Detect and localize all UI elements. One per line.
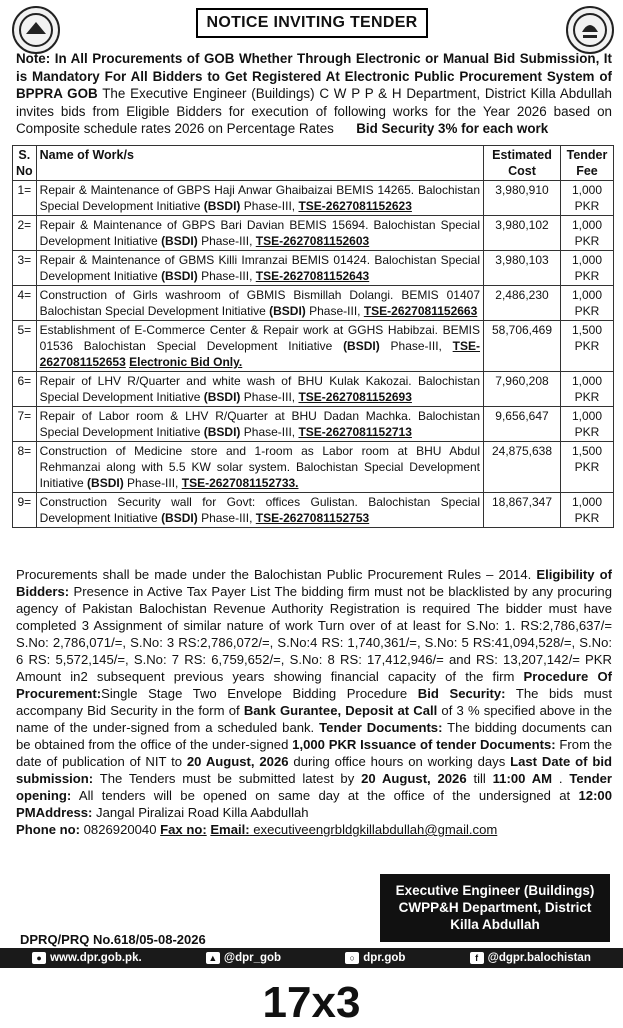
- row-work-name: [36, 251, 483, 286]
- phase-label: Phase-III,: [197, 269, 256, 283]
- row-estimated-cost: 2,486,230: [484, 286, 561, 321]
- row-work-name: [36, 493, 483, 528]
- signature-block: [380, 874, 610, 942]
- table-row: [13, 216, 614, 251]
- tse-number: TSE-2627081152623: [298, 199, 412, 213]
- row-tender-fee: [561, 286, 614, 321]
- footer-facebook[interactable]: [470, 952, 591, 964]
- bsdi-label: (BSDI): [203, 199, 241, 213]
- phase-label: Phase-III,: [197, 511, 256, 525]
- phase-label: Phase-III,: [123, 476, 182, 490]
- signature-line: Executive Engineer (Buildings): [395, 883, 595, 898]
- bsdi-label: (BSDI): [203, 390, 241, 404]
- footer-twitter[interactable]: [206, 952, 281, 964]
- work-description: Repair of LHV R/Quarter and white wash of BHU Kulak Kakozai. Balochistan Special Development Initiative: [39, 374, 480, 404]
- reference-number: DPRQ/PRQ No.618/05-08-2026: [20, 932, 206, 947]
- row-tender-fee: [561, 181, 614, 216]
- terms-text: The Tenders must be submitted latest by: [93, 771, 362, 786]
- bsdi-label: (BSDI): [161, 269, 198, 283]
- fee-currency: PKR: [574, 304, 600, 318]
- terms-text: All tenders will be opened on same day at the office of the undersigned at: [71, 788, 579, 803]
- work-description: Repair & Maintenance of GBPS Bari Davian BEMIS 15694. Balochistan Special Development Initiative: [39, 218, 480, 248]
- issuance-date: 20 August, 2026: [186, 754, 289, 769]
- fee-currency: PKR: [574, 511, 600, 525]
- row-tender-fee: [561, 442, 614, 493]
- procedure-label: Procedure Of Procurement:: [16, 669, 612, 701]
- fee-amount: 1,000: [571, 495, 603, 509]
- bsdi-label: (BSDI): [161, 234, 198, 248]
- tse-number: TSE-2627081152753: [255, 511, 370, 525]
- eligibility-label: Eligibility of Bidders:: [16, 567, 612, 599]
- tse-number: TSE-2627081152713: [298, 425, 412, 439]
- fee-amount: 1,000: [571, 183, 603, 197]
- tse-number: TSE-2627081152693: [298, 390, 412, 404]
- row-sno: 6=: [13, 372, 37, 407]
- tse-number: TSE-2627081152733.: [181, 476, 299, 490]
- website-text: www.dpr.gob.pk.: [50, 952, 142, 965]
- row-estimated-cost: 3,980,103: [484, 251, 561, 286]
- twitter-text: @dpr_gob: [223, 952, 282, 965]
- row-tender-fee: [561, 321, 614, 372]
- table-row: [13, 493, 614, 528]
- phase-label: Phase-III,: [240, 390, 299, 404]
- fee-amount: 1,000: [571, 253, 603, 267]
- signature-line: CWPP&H Department, District: [398, 900, 592, 915]
- table-row: [13, 407, 614, 442]
- cost-header: Estimated Cost: [484, 146, 561, 181]
- fee-amount: 1,500: [571, 444, 603, 458]
- table-row: [13, 286, 614, 321]
- terms-text: From the date of publication of NIT to: [16, 737, 612, 769]
- tse-number: TSE-2627081152653: [39, 339, 480, 369]
- address-value: Jangal Piralizai Road Killa Aabdullah: [92, 805, 309, 820]
- facebook-text: @dgpr.balochistan: [487, 952, 591, 965]
- row-sno: 9=: [13, 493, 37, 528]
- fee-currency: PKR: [574, 339, 600, 353]
- row-sno: 8=: [13, 442, 37, 493]
- row-tender-fee: [561, 493, 614, 528]
- terms-text: Single Stage Two Envelope Bidding Procedure: [101, 686, 418, 701]
- fee-currency: PKR: [574, 425, 600, 439]
- bsdi-label: (BSDI): [269, 304, 306, 318]
- work-description: Establishment of E-Commerce Center & Repair work at GGHS Habibzai. BEMIS 01536 Balochistan Special Development Initiative: [39, 323, 480, 353]
- sno-header: S. No: [13, 146, 37, 181]
- bsdi-label: (BSDI): [161, 511, 198, 525]
- bsdi-label: (BSDI): [203, 425, 241, 439]
- fee-amount: 1,500: [571, 323, 603, 337]
- row-work-name: [36, 407, 483, 442]
- signature-line: Killa Abdullah: [450, 917, 540, 932]
- submission-date: 20 August, 2026: [361, 771, 467, 786]
- bid-security-note: Bid Security 3% for each work: [356, 121, 549, 136]
- phase-label: Phase-III,: [197, 234, 256, 248]
- terms-text: Procurements shall be made under the Balochistan Public Procurement Rules – 2014.: [16, 567, 537, 582]
- work-description: Construction Security wall for Govt: offices Gulistan. Balochistan Special Development Initiative: [39, 495, 480, 525]
- fee-currency: PKR: [574, 234, 600, 248]
- work-description: Repair & Maintenance of GBPS Haji Anwar Ghaibaizai BEMIS 14265. Balochistan Special Development Initiative: [39, 183, 480, 213]
- email-link[interactable]: executiveengrbldgkillabdullah@gmail.com: [249, 822, 498, 837]
- row-work-name: [36, 372, 483, 407]
- tse-number: TSE-2627081152643: [255, 269, 370, 283]
- row-work-name: [36, 286, 483, 321]
- row-sno: 3=: [13, 251, 37, 286]
- bsdi-label: (BSDI): [87, 476, 124, 490]
- terms-text: .: [552, 771, 570, 786]
- facebook-icon: f: [470, 952, 484, 964]
- row-sno: 7=: [13, 407, 37, 442]
- terms-text: The bids must accompany Bid Security in the form of: [16, 686, 612, 718]
- row-tender-fee: [561, 216, 614, 251]
- instagram-text: dpr.gob: [363, 952, 406, 965]
- work-name-header: Name of Work/s: [36, 146, 483, 181]
- row-estimated-cost: 7,960,208: [484, 372, 561, 407]
- bid-mode: Electronic Bid Only.: [129, 355, 243, 369]
- tender-documents-label: Tender Documents:: [319, 720, 443, 735]
- intro-paragraph: [16, 50, 612, 138]
- row-sno: 2=: [13, 216, 37, 251]
- government-logo-icon: [12, 6, 60, 54]
- row-estimated-cost: 3,980,910: [484, 181, 561, 216]
- tse-number: TSE-2627081152663: [363, 304, 478, 318]
- terms-text: Presence in Active Tax Payer List The bidding firm must not be blacklisted by any procuring agency of Pakistan Balochistan Revenue Authority Registration is required The bidder must have completed 3 Assignment of similar nature of work Turn over of at least for S.No: 1. RS:2,786,637/= S.No: 2,786,071/=, S.No: 3 RS:2,786,072/=, S.No:4 RS: 1,740,361/=, S.No: 5 RS:41,094,528/=, S.No: 6 RS: 5,572,145/=, S.No: 7 RS: 6,759,652/=, S.No: 8 RS: 17,412,946/= and RS: 13,207,142/= PKR Amount in2 subsequent previous years showing financial capacity of the firm: [16, 584, 612, 684]
- tender-opening-label: Tender opening:: [16, 771, 613, 803]
- fee-currency: PKR: [574, 269, 600, 283]
- bid-security-label: Bid Security:: [417, 686, 506, 701]
- opening-time: 12:00 PM: [16, 788, 612, 820]
- table-row: [13, 251, 614, 286]
- fee-amount: 1,000: [571, 288, 603, 302]
- row-estimated-cost: 9,656,647: [484, 407, 561, 442]
- fax-label: Fax no:: [160, 822, 207, 837]
- last-date-label: Last Date of bid submission:: [16, 754, 613, 786]
- work-description: Repair & Maintenance of GBMS Killi Imranzai BEMIS 01424. Balochistan Special Development Initiative: [39, 253, 480, 283]
- footer-contact-bar: [0, 948, 623, 968]
- ad-size-label: 17x3: [262, 978, 361, 1027]
- notice-title: NOTICE INVITING TENDER: [196, 8, 428, 38]
- submission-time: 11:00 AM: [492, 771, 553, 786]
- terms-text: till: [466, 771, 493, 786]
- fee-currency: PKR: [574, 390, 600, 404]
- row-sno: 4=: [13, 286, 37, 321]
- table-row: [13, 181, 614, 216]
- department-seal-icon: [566, 6, 614, 54]
- table-row: [13, 321, 614, 372]
- fee-header: Tender Fee: [561, 146, 614, 181]
- terms-text: The bidding documents can be obtained from the office of the under-signed: [16, 720, 613, 752]
- row-sno: 1=: [13, 181, 37, 216]
- issuance-label: 1,000 PKR Issuance of tender Documents:: [292, 737, 556, 752]
- twitter-icon: ▲: [206, 952, 220, 964]
- row-tender-fee: [561, 407, 614, 442]
- fee-currency: PKR: [574, 460, 600, 474]
- row-estimated-cost: 3,980,102: [484, 216, 561, 251]
- row-estimated-cost: 24,875,638: [484, 442, 561, 493]
- globe-icon: ●: [32, 952, 46, 964]
- phase-label: Phase-III,: [240, 425, 299, 439]
- row-tender-fee: [561, 372, 614, 407]
- phone-value: 0826920040: [80, 822, 161, 837]
- address-label: Address:: [35, 805, 93, 820]
- footer-instagram[interactable]: [345, 952, 405, 964]
- footer-website[interactable]: [32, 952, 142, 964]
- row-work-name: [36, 216, 483, 251]
- fee-amount: 1,000: [571, 409, 603, 423]
- row-tender-fee: [561, 251, 614, 286]
- work-description: Construction of Girls washroom of GBMIS Bismillah Dolangi. BEMIS 01407 Balochistan Special Development Initiative: [39, 288, 480, 318]
- fee-currency: PKR: [574, 199, 600, 213]
- works-table: [12, 145, 614, 528]
- work-description: Construction of Medicine store and 1-room as Labor room at BHU Abdul Rehmanzai along with 5.5 KW solar system. Balochistan Special Development Initiative: [39, 444, 480, 490]
- phone-label: Phone no:: [16, 822, 81, 837]
- instagram-icon: ○: [345, 952, 359, 964]
- tse-number: TSE-2627081152603: [255, 234, 370, 248]
- row-sno: 5=: [13, 321, 37, 372]
- bsdi-label: (BSDI): [343, 339, 380, 353]
- phase-label: Phase-III,: [240, 199, 299, 213]
- terms-paragraph: [16, 566, 612, 838]
- row-estimated-cost: 58,706,469: [484, 321, 561, 372]
- mandatory-note: Note: In All Procurements of GOB Whether Through Electronic or Manual Bid Submission, It is Mandatory For All Bidders to Get Registered At Electronic Public Procurement System of BPPRA GOB: [16, 51, 612, 101]
- email-label: Email:: [210, 822, 250, 837]
- phase-label: Phase-III,: [379, 339, 453, 353]
- table-row: [13, 442, 614, 493]
- fee-amount: 1,000: [571, 374, 603, 388]
- row-work-name: [36, 321, 483, 372]
- row-estimated-cost: 18,867,347: [484, 493, 561, 528]
- table-row: [13, 372, 614, 407]
- row-work-name: [36, 442, 483, 493]
- work-description: Repair of Labor room & LHV R/Quarter at BHU Dadan Machka. Balochistan Special Development Initiative: [39, 409, 480, 439]
- intro-text: The Executive Engineer (Buildings) C W P P & H Department, District Killa Abdullah invites bids from Eligible Bidders for execution of following works for the Year 2026 based on Composite schedule rates 2026 on Percentage Rates: [16, 86, 612, 136]
- terms-text: of 3 % specified above in the name of the under-signed from a scheduled bank.: [16, 703, 612, 735]
- terms-text: during office hours on working days: [288, 754, 511, 769]
- phase-label: Phase-III,: [305, 304, 364, 318]
- table-header-row: [13, 146, 614, 181]
- bank-guarantee-label: Bank Gurantee, Deposit at Call: [243, 703, 438, 718]
- fee-amount: 1,000: [571, 218, 603, 232]
- row-work-name: [36, 181, 483, 216]
